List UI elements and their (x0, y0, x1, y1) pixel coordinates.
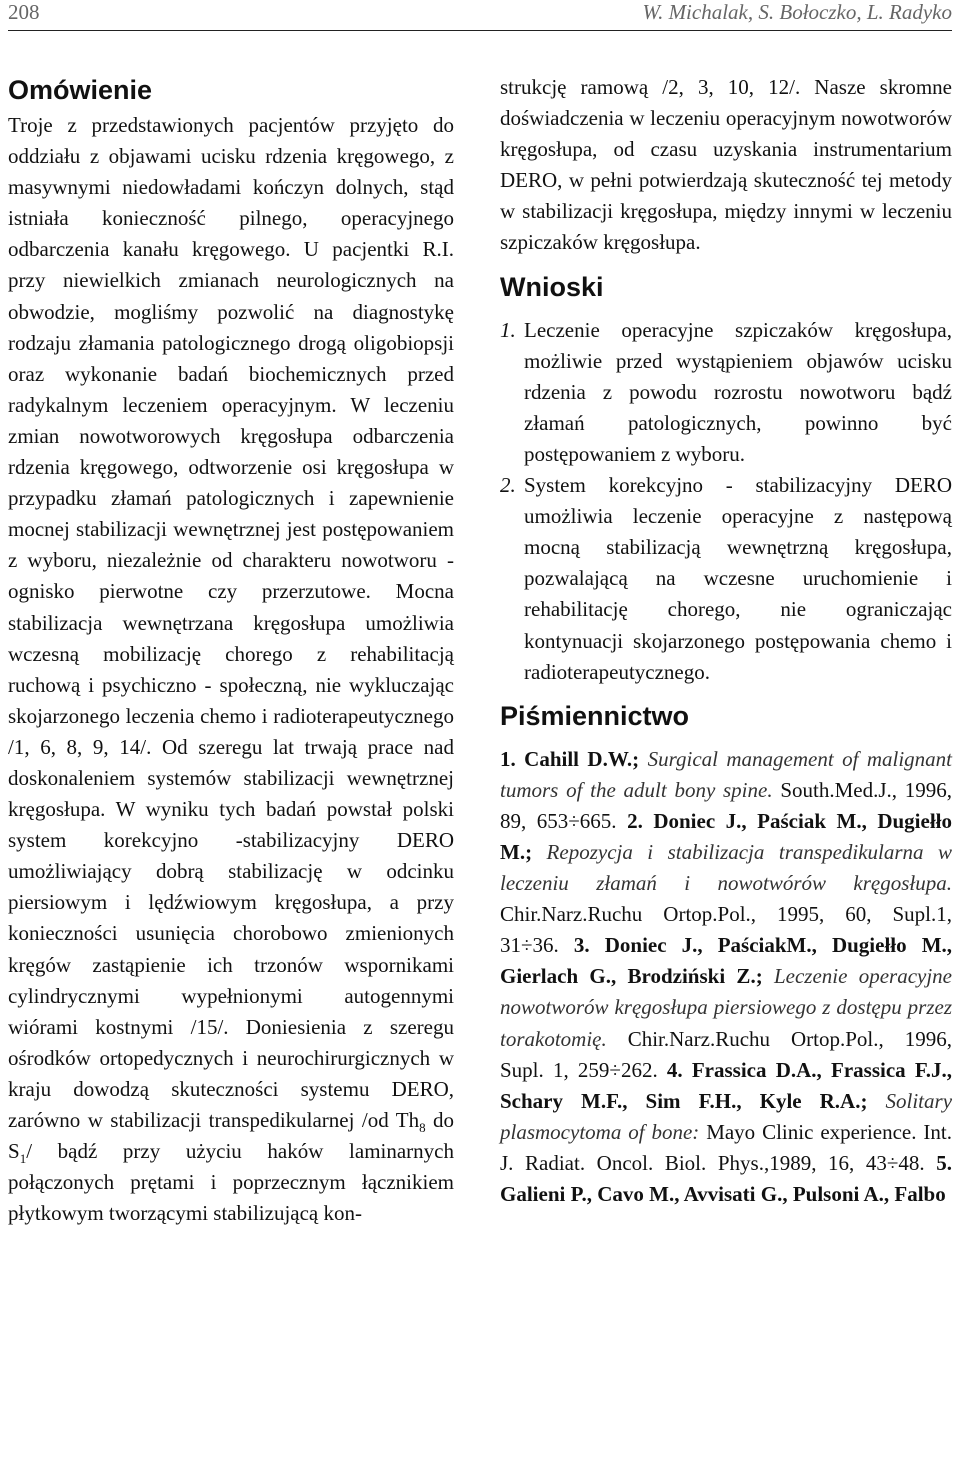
discussion-heading: Omówienie (8, 75, 153, 105)
reference-number: 3. (573, 933, 590, 958)
discussion-body: Troje z przedstawionych pacjentów przyjęto do oddziału z objawami ucisku rdzenia kręgowego, z masywnymi niedowładami kończyn dolnych, stąd istniała konieczność pilnego, operacyjnego odbarczenia kanału kręgowego. U pacjentki R.I. przy niewielkich zmianach neurologicznych na obwodzie, mogliśmy pozwolić na diagnostykę rodzaju złamania patologicznego drogą oligobiopsji oraz wykonanie badań biochemicznych przed radykalnym leczeniem operacyjnym. W leczeniu zmian nowotworowych kręgosłupa odbarczenia rdzenia kręgowego, odtworzenie osi kręgosłupa w przypadku złamań patologicznych i zapewnienie mocnej stabilizacji wewnętrznej jest postępowaniem z wyboru, niezależnie od charakteru nowotworu - ognisko pierwotne czy przerzutowe. Mocna stabilizacja wewnętrzana kręgosłupa umożliwia wczesną mobilizację chorego z rehabilitacją ruchową i psychiczno - społeczną, nie wykluczając skojarzonego leczenia chemo i radioterapeutycznego /1, 6, 8, 9, 14/. Od szeregu lat trwają prace nad doskonaleniem systemów stabilizacji wewnętrznej kręgosłupa. W wyniku tych badań powstał polski system korekcyjno -stabilizacyjny DERO umożliwiający dobrą stabilizację w odcinku piersiowym i lędźwiowym kręgosłupa, a przy konieczności usunięcia chorobowo zmienionych kręgów zastąpienie ich trzonów wspornikami cylindrycznymi wypełnionymi autogennymi wiórami kostnymi /15/. Doniesienia z szeregu ośrodków ortopedycznych i neurochirurgicznych w kraju dowodzą skuteczności systemu DERO, zarówno w stabilizacji transpedikularnej /od Th (8, 113, 454, 1132)
references-list (500, 744, 952, 1210)
reference-number: 5. (936, 1150, 952, 1175)
conclusions-list (500, 315, 952, 688)
reference-number: 2. (627, 808, 643, 833)
running-header (8, 0, 952, 30)
reference-number: 4. (666, 1057, 683, 1082)
discussion-continued (500, 72, 952, 259)
reference-title: Solitary plasmocytoma of bone: (500, 1088, 953, 1144)
reference-authors: Galieni P., Cavo M., Avvisati G., Pulsoni A., Falbo (500, 1182, 946, 1206)
reference-source: South.Med.J., 1996, 89, 653÷665. (500, 777, 953, 833)
right-column (500, 72, 952, 1210)
page-number: 208 (8, 0, 40, 24)
reference-source: Chir.Narz.Ruchu Ortop.Pol., 1996, Supl. 1, 259÷262. (500, 1026, 952, 1082)
reference-source: Chir.Narz.Ruchu Ortop.Pol., 1995, 60, Supl.1, 31÷36. (500, 902, 952, 958)
list-item (500, 470, 952, 688)
discussion-mid: do S (8, 1108, 454, 1164)
reference-source: Mayo Clinic experience. Int. J. Radiat. Oncol. Biol. Phys.,1989, 16, 43÷48. (500, 1119, 952, 1175)
reference-authors: Doniec J., PaściakM., Dugiełło M., Gierlach G., Brodziński Z.; (500, 933, 953, 989)
discussion-tail-right: strukcję ramową /2, 3, 10, 12/. Nasze skromne doświadczenia w leczeniu operacyjnym nowotworów kręgosłupa, od czasu uzyskania instrumentarium DERO, w pełni potwierdzają skuteczność tej metody w stabilizacji kręgosłupa, między innymi w leczeniu szpiczaków kręgosłupa. (500, 75, 952, 255)
discussion-tail-left: / bądź przy użyciu haków laminarnych połączonych prętami i poprzecznym łącznikiem płytkowym tworzącymi stabilizującą kon- (8, 1139, 454, 1226)
discussion-text (8, 110, 454, 1229)
reference-authors: Frassica D.A., Frassica F.J., Schary M.F., Sim F.H., Kyle R.A.; (500, 1057, 952, 1113)
conclusions-heading: Wnioski (500, 271, 604, 302)
left-column (8, 72, 454, 1229)
running-authors: W. Michalak, S. Bołoczko, L. Radyko (642, 0, 952, 24)
conclusion-number: 2. (500, 473, 516, 498)
conclusion-text: System korekcyjno - stabilizacyjny DERO umożliwia leczenie operacyjne z następową mocną stabilizacją wewnętrzną kręgosłupa, pozwalającą na wczesne uruchomienie i rehabilitację chorego, nie ograniczając kontynuacji skojarzonego postępowania chemo i radioterapeutycznego. (524, 473, 952, 684)
sacral-subscript: 1 (19, 1151, 27, 1167)
conclusion-number: 1. (500, 317, 516, 342)
reference-authors: Cahill D.W.; (524, 746, 640, 771)
reference-title: Repozycja i stabilizacja transpedikularna w leczeniu złamań i nowotwórów kręgosłupa. (500, 839, 953, 896)
reference-authors: Doniec J., Paściak M., Dugiełło M.; (500, 808, 953, 864)
reference-number: 1. (500, 746, 516, 771)
header-rule (8, 30, 952, 31)
reference-title: Surgical management of malignant tumors of the adult bony spine. (500, 746, 953, 802)
list-item (500, 315, 952, 470)
references-heading: Piśmiennictwo (500, 700, 690, 731)
reference-title: Leczenie operacyjne nowotworów kręgosłupa piersiowego z dostępu przez torakotomię. (500, 964, 952, 1051)
conclusion-text: Leczenie operacyjne szpiczaków kręgosłupa, możliwie przed wystąpieniem objawów ucisku rdzenia z powodu rozrostu nowotworu bądź złamań patologicznych, powinno być postępowaniem z wyboru. (524, 317, 952, 466)
thoracic-subscript: 8 (419, 1120, 426, 1136)
